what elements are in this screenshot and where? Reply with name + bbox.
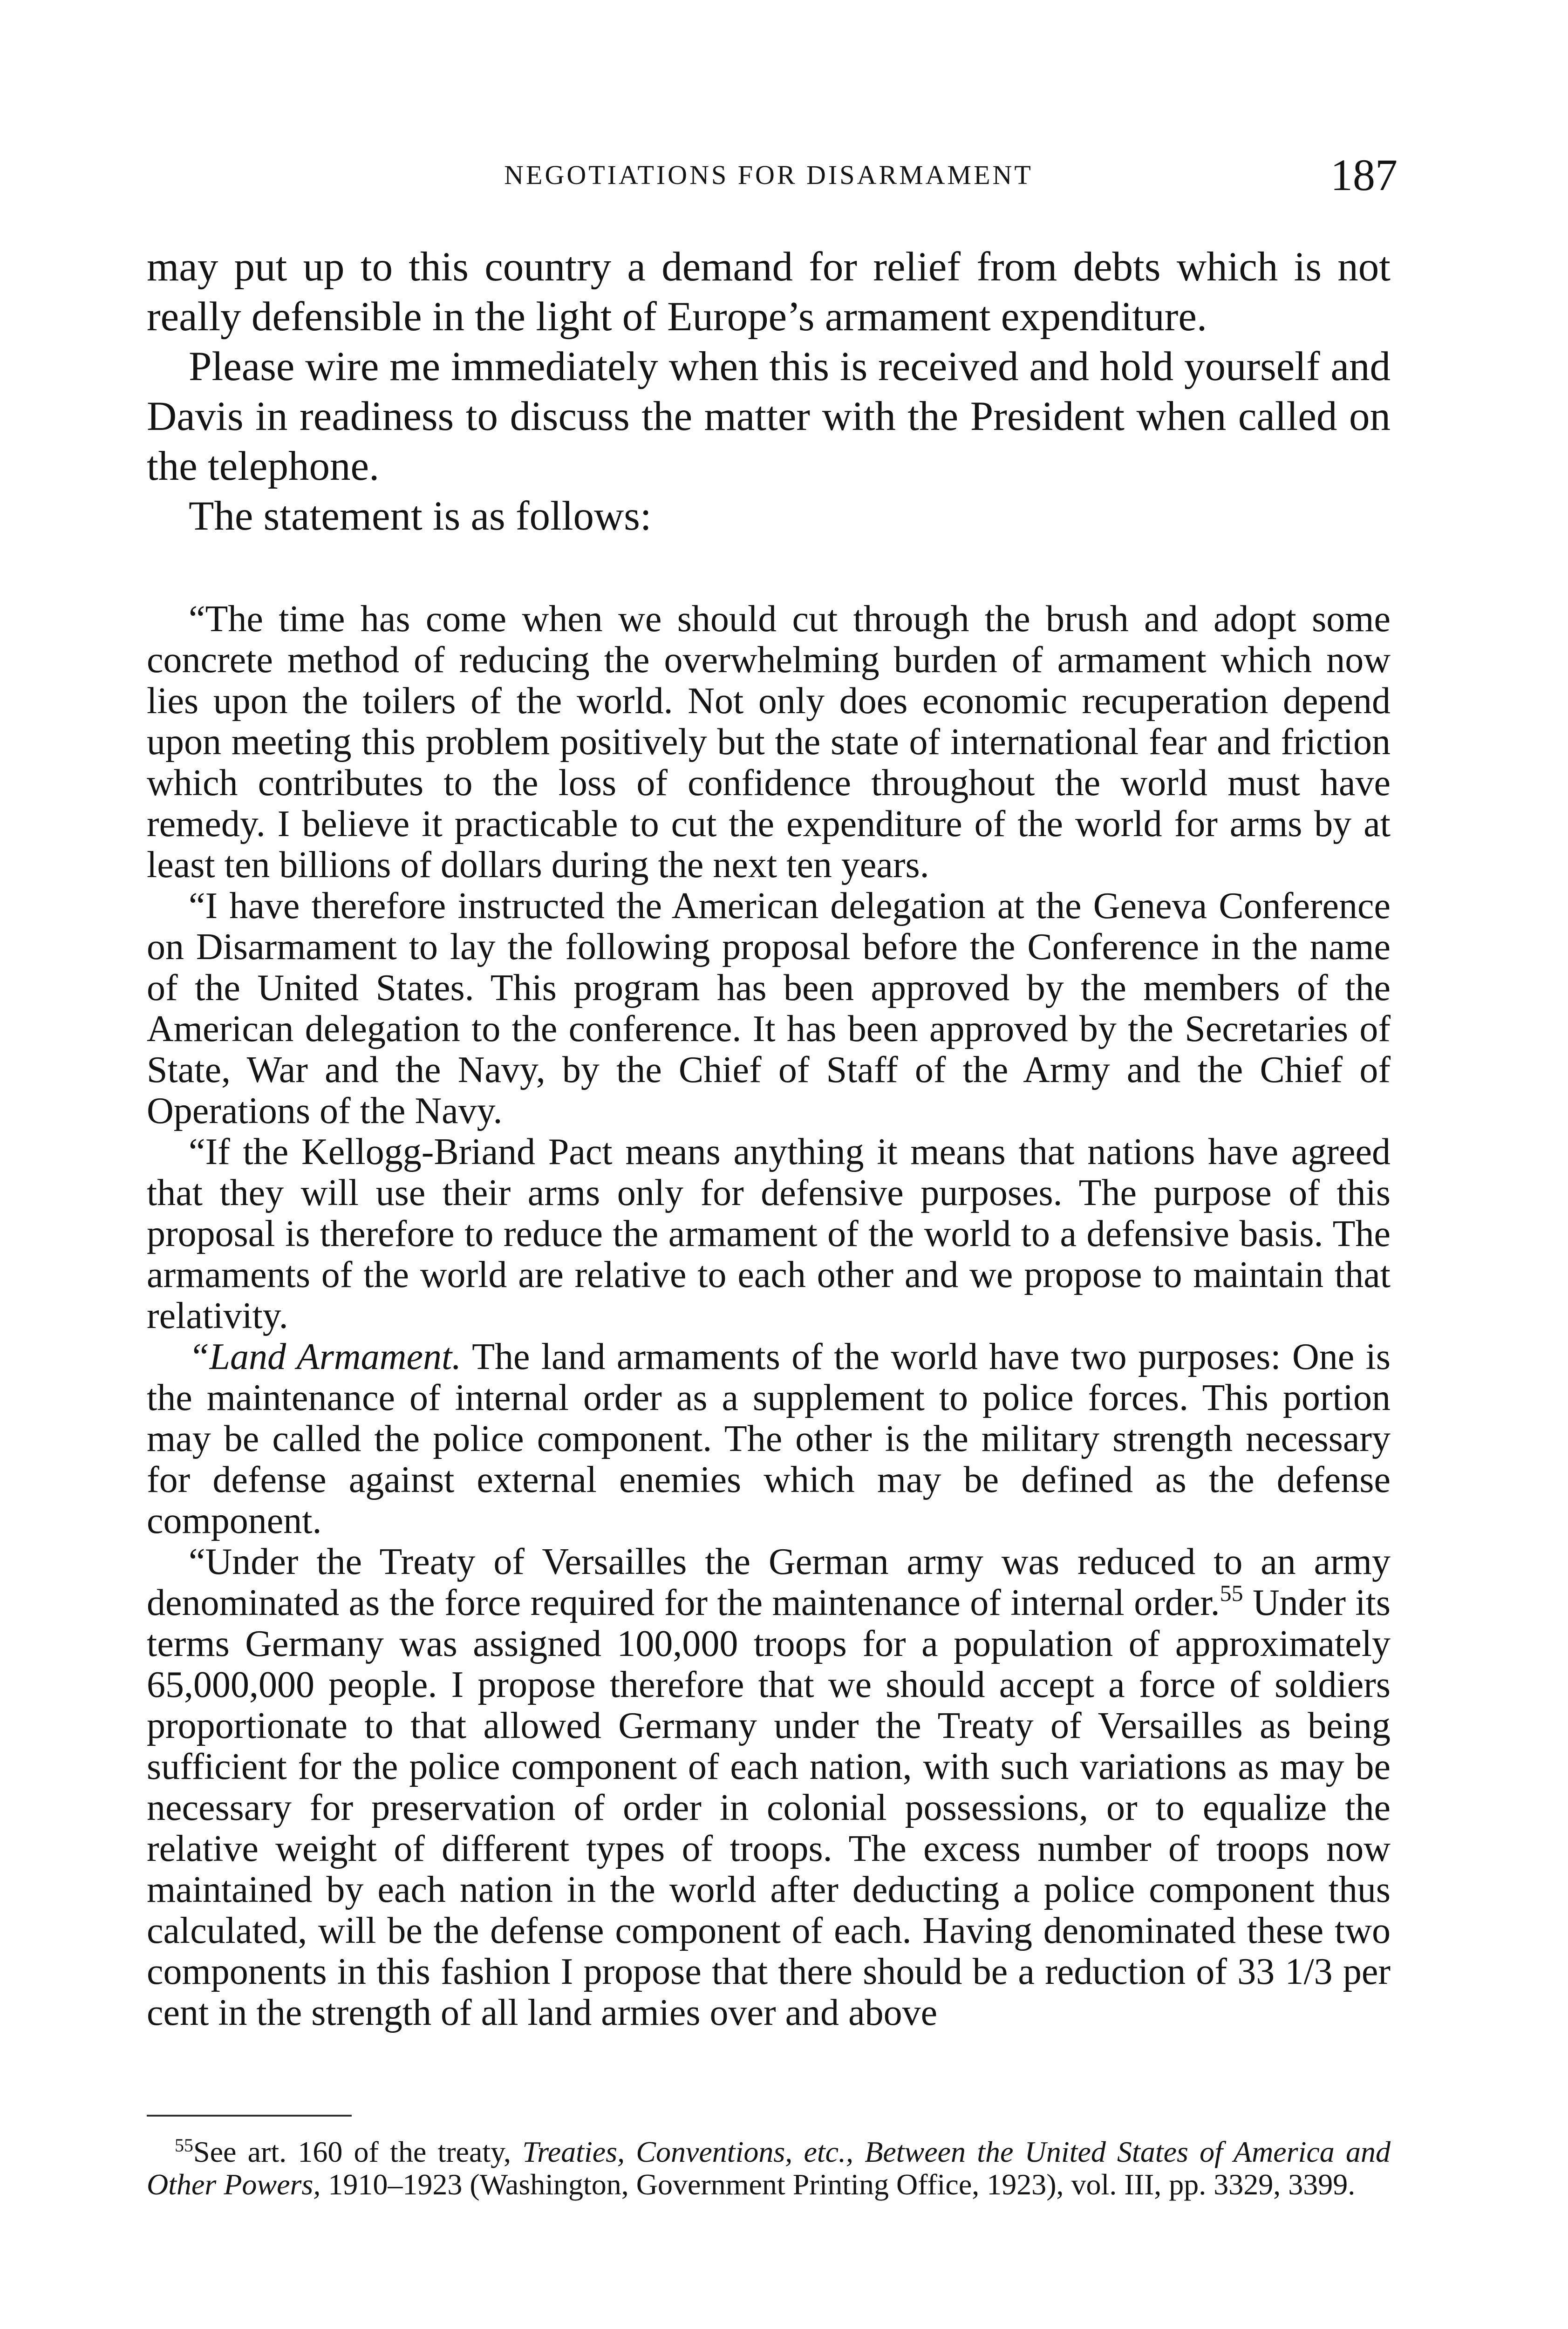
footnote-text-part: See art. 160 of the treaty,	[193, 2135, 523, 2168]
quoted-statement	[147, 599, 1391, 2033]
section-heading: “Land Armament.	[189, 1336, 462, 1377]
running-head	[140, 149, 1398, 205]
statement-text: The land armaments of the world have two purposes: One is the maintenance of internal order as a supplement to police forces. This portion may be called the police component. The other is the military strength necessary for defense against external enemies which may be defined as the defense component.	[147, 1336, 1391, 1541]
footnote-divider	[147, 2115, 352, 2117]
statement-text: “Under the Treaty of Versailles the German army was reduced to an army denominated as the force required for the maintenance of internal order.	[147, 1541, 1391, 1623]
statement-text: Under its terms Germany was assigned 100,000 troops for a population of approximately 65,000,000 people. I propose therefore that we should accept a force of soldiers proportionate to that allowed Germany under the Treaty of Versailles as being sufficient for the police component of each nation, with such variations as may be necessary for preservation of order in colonial possessions, or to equalize the relative weight of different types of troops. The excess number of troops now maintained by each nation in the world after deducting a police component thus calculated, will be the defense component of each. Having denominated these two components in this fashion I propose that there should be a reduction of 33 1/3 per cent in the strength of all land armies over and above	[147, 1582, 1391, 2033]
letter-paragraph: may put up to this country a demand for relief from debts which is not really defensible in the light of Europe’s armament expenditure.	[147, 244, 1391, 340]
statement-paragraph	[147, 1541, 1391, 2033]
page-number: 187	[1330, 150, 1398, 200]
footnote-marker: 55	[175, 2135, 193, 2156]
running-title: NEGOTIATIONS FOR DISARMAMENT	[504, 160, 1033, 190]
letter-paragraph: The statement is as follows:	[189, 493, 652, 539]
letter-text	[147, 242, 1391, 541]
statement-paragraph: “If the Kellogg-Briand Pact means anything it means that nations have agreed that they will use their arms only for defensive purposes. The purpose of this proposal is therefore to reduce the armament of the world to a defensive basis. The armaments of the world are relative to each other and we propose to maintain that relativity.	[147, 1131, 1391, 1336]
statement-paragraph: “The time has come when we should cut through the brush and adopt some concrete method of reducing the overwhelming burden of armament which now lies upon the toilers of the world. Not only does economic recuperation depend upon meeting this problem positively but the state of international fear and friction which contributes to the loss of confidence throughout the world must have remedy. I believe it practicable to cut the expenditure of the world for arms by at least ten billions of dollars during the next ten years.	[147, 599, 1391, 885]
footnote-reference: 55	[1220, 1580, 1243, 1606]
footnote	[147, 2136, 1391, 2201]
footnote-text	[147, 2136, 1391, 2201]
statement-paragraph	[147, 1336, 1391, 1541]
footnote-title: Treaties, Conventions, etc., Between the United States of America and Other Powers,	[147, 2135, 1391, 2201]
footnote-text-part: 1910–1923 (Washington, Government Printing Office, 1923), vol. III, pp. 3329, 3399.	[320, 2168, 1356, 2201]
statement-paragraph: “I have therefore instructed the American delegation at the Geneva Conference on Disarmament to lay the following proposal before the Conference in the name of the United States. This program has been approved by the members of the American delegation to the conference. It has been approved by the Secretaries of State, War and the Navy, by the Chief of Staff of the Army and the Chief of Operations of the Navy.	[147, 885, 1391, 1131]
letter-paragraph: Please wire me immediately when this is received and hold yourself and Davis in readiness to discuss the matter with the President when called on the telephone.	[147, 344, 1391, 489]
